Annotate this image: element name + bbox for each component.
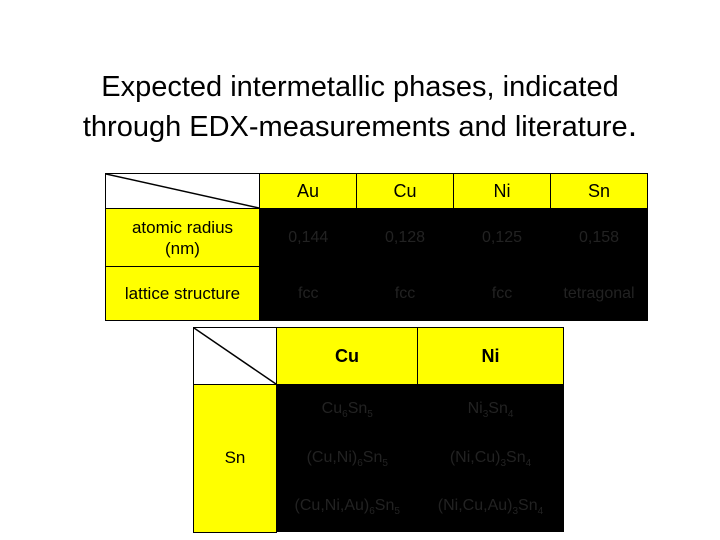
- table1-header-ni: Ni: [454, 174, 551, 209]
- table1-header-cu: Cu: [357, 174, 454, 209]
- table1-cell: 0,128: [357, 209, 454, 267]
- table2-corner-cell: [194, 328, 277, 385]
- table1-cell: tetragonal: [551, 267, 648, 321]
- title-period: .: [627, 106, 638, 144]
- phase-cell: $(Ni,Cu,Au)_3Sn_4$: [418, 483, 564, 532]
- table1-header-au: Au: [260, 174, 357, 209]
- phase-cell: $Cu_6Sn_5$: [277, 385, 418, 437]
- table1-cell: fcc: [260, 267, 357, 321]
- title-line-1: Expected intermetallic phases, indicated: [101, 71, 619, 103]
- table1-cell: 0,125: [454, 209, 551, 267]
- table1-cell: fcc: [454, 267, 551, 321]
- page-title: [0, 68, 720, 146]
- diagonal-line-icon: [194, 328, 276, 384]
- diagonal-line-icon: [106, 174, 259, 208]
- intermetallic-phases-table: [193, 327, 564, 533]
- title-line-2: through EDX-measurements and literature: [82, 111, 628, 143]
- element-properties-table: [105, 173, 648, 321]
- table1-cell: fcc: [357, 267, 454, 321]
- table1-header-sn: Sn: [551, 174, 648, 209]
- phase-cell: $(Ni,Cu)_3Sn_4$: [418, 436, 564, 483]
- table1-row-label-atomic-radius: atomic radius (nm): [106, 209, 260, 267]
- table1-corner-cell: [106, 174, 260, 209]
- phase-cell: $Ni_3Sn_4$: [418, 385, 564, 437]
- table1-cell: 0,144: [260, 209, 357, 267]
- table2-header-cu: Cu: [277, 328, 418, 385]
- phase-cell: $(Cu,Ni,Au)_6Sn_5$: [277, 483, 418, 532]
- table1-row-label-lattice-structure: lattice structure: [106, 267, 260, 321]
- phase-cell: $(Cu,Ni)_6Sn_5$: [277, 436, 418, 483]
- table2-row-label-sn: Sn: [194, 385, 277, 533]
- table2-header-ni: Ni: [418, 328, 564, 385]
- table1-cell: 0,158: [551, 209, 648, 267]
